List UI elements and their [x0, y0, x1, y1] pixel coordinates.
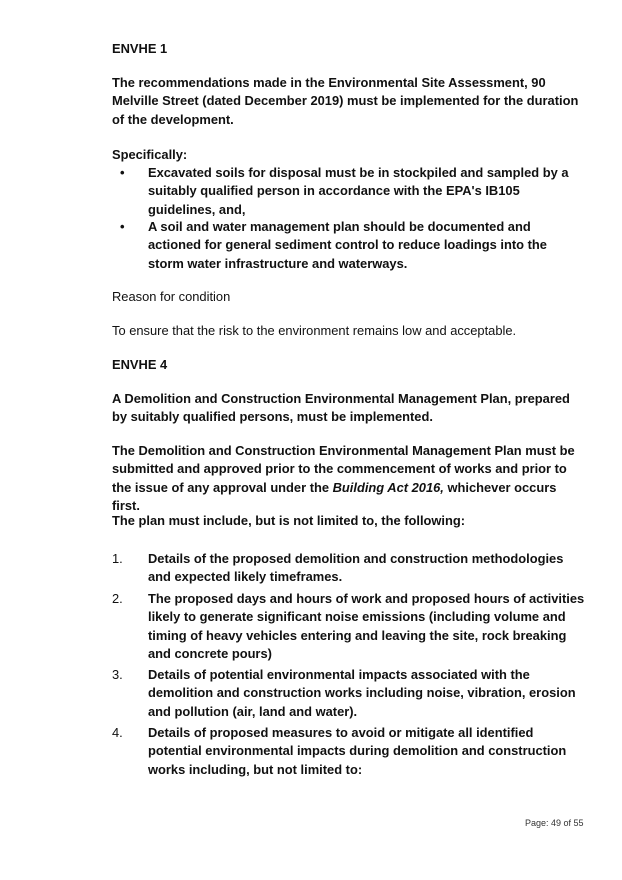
list-item-4: Details of proposed measures to avoid or mitigate all identified potential environmental impacts during demolition and construction works including, but not limited to:	[148, 725, 567, 777]
envhe1-reason-label: Reason for condition	[112, 289, 231, 304]
envhe1-bullet-1: Excavated soils for disposal must be in stockpiled and sampled by a suitably qualified person in accordance with the EPA's IB105 guidelines, and,	[148, 165, 569, 217]
list-item-2: The proposed days and hours of work and proposed hours of activities likely to generate significant noise emissions (including volume and timing of heavy vehicles entering and leaving the site, rock breaking and concrete pours)	[148, 591, 585, 661]
envhe1-specifically: Specifically:	[112, 147, 188, 162]
envhe1-bullet-2: A soil and water management plan should be documented and actioned for general sediment control to reduce loadings into the storm water infrastructure and waterways.	[148, 219, 547, 271]
envhe4-para1: A Demolition and Construction Environmental Management Plan, prepared by suitably qualified persons, must be implemented.	[112, 391, 570, 425]
list-item-1: Details of the proposed demolition and construction methodologies and expected likely timeframes.	[148, 551, 564, 585]
list-item-3: Details of potential environmental impacts associated with the demolition and construction works including noise, vibration, erosion and pollution (air, land and water).	[148, 667, 576, 719]
envhe1-intro: The recommendations made in the Environmental Site Assessment, 90 Melville Street (dated December 2019) must be implemented for the duration of the development.	[112, 75, 579, 127]
list-item-number: 2.	[112, 591, 123, 606]
envhe1-heading: ENVHE 1	[112, 41, 168, 56]
envhe4-para2-after: whichever occurs first.	[112, 479, 557, 513]
list-item-number: 3.	[112, 667, 123, 682]
page-number: Page: 49 of 55	[525, 818, 584, 828]
envhe4-para2	[112, 442, 580, 515]
bullet-dot: •	[120, 219, 125, 234]
building-act-reference: Building Act 2016,	[332, 479, 444, 495]
envhe4-heading: ENVHE 4	[112, 357, 168, 372]
list-item-number: 1.	[112, 551, 123, 566]
envhe4-para3: The plan must include, but is not limited to, the following:	[112, 513, 466, 528]
envhe4-para2-before: The Demolition and Construction Environmental Management Plan must be submitted and approved prior to the commencement of works and prior to the issue of any approval under the	[112, 443, 575, 495]
bullet-dot: •	[120, 165, 125, 180]
envhe1-reason-text: To ensure that the risk to the environment remains low and acceptable.	[112, 323, 517, 338]
list-item-number: 4.	[112, 725, 123, 740]
